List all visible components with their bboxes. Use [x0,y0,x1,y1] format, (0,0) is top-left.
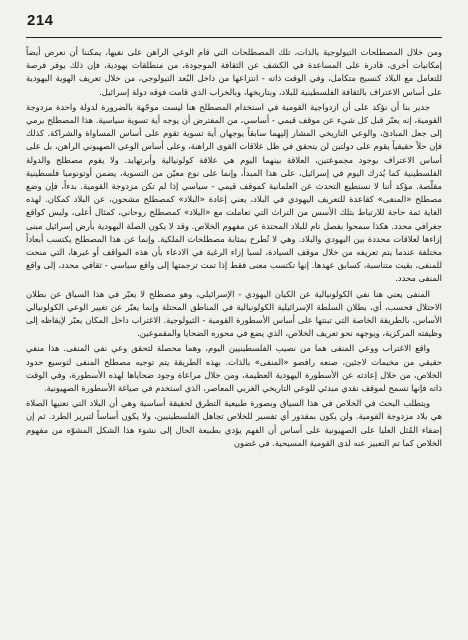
paragraph: المنفى يعني هنا نفي الكولونيالية عن الكيان اليهودي - الإسرائيلي، وهو مصطلح لا يعبّر في هذا السياق عن بطلان الاحتلال فحسب، أي، بطلان السلطة الإسرائيلية الكولونيالية في المناطق المحتلة وإنما يعبّر عن تغيير الوعي الكولونيالي الأساس، بالطريقة الخاصة التي تبنتها على أساس الأسطورة القومية - الثيولوجية. الاغتراب داخل المكان يعبّر لإيقاظه إلى وظيفته المركزية، ويوجهه نحو تعريف الخلاص، الذي يضع في محوره الضحايا والمقموعين. [26,288,442,339]
page-number: 214 [27,12,54,29]
paragraph: جدير بنا أن نؤكد على أن ازدواجية القومية في استخدام المصطلح هنا ليست موجّهة بالضرورة لدولة واحدة مزدوجة القومية، إنه يعبّر قبل كل شيء عن موقف قيمي - أساسي، من المفترض أن يوجه أية تسوية سياسية. هذا المصطلح يرمي إلى جعل المبادئ، والوعي التاريخي المشار إليهما سابقاً يوجهان أية تسوية تقوم على أساس المساواة والشراكة. كذلك فإن حلاً حقيقياً يقوم على دولتين لن يتحقق في ظل علاقات القوى الراهنة، وعلى أساس الوعي الصهيوني الراهن، بل على أساس الاعتراف بوجود مجموعتين، العلاقة بينهما اليوم هي علاقة كولونيالية وأبرتهايد. ولا يقوم مصطلح والدولة الفلسطينية كما يُدرك اليوم في إسرائيل، على هذا المبدأ، وإنما على نوع معيّن من التسوية، يضمن أوتونوميا فلسطينية مقلّصة. مؤكد أننا لا نستطيع التحدث عن العلمانية كموقف قيمي - سياسي إذا لم تكن مزدوجة القومية. بدءاً، فإن وضع مصطلح «المنفى» كقاعدة للتعريف اليهودي في البلاد، يعني إعادة «البلاد» كمصطلح مشحون، عن البلاد كمكان. لهذه الغاية ثمة حاجة للارتباط بتلك الأسس من التراث التي تعاملت مع «البلاد» كمصطلح روحاني، كمثال أعلى، وليس كواقع جغرافي محدد. هكذا سمحوا بفصل تام للبلاد المحتدة عن مفهوم الخلاص. وقد لا يكون الصلة اليهودية بأرض إسرائيل مبنى إزاءها لعلاقات محددة بين اليهودي والبلاد. وهي لا تُطرح بمثابة مصطلحات الملكية. وإنما عن هذا المصطلح يكتسب أبعاداً مختلفة عندما يتم تعريفه من خلال موقف السيادة، لسبا إزاء الرغبة في الادعاء بأن هذه المواقف أو غيرها، التي منحت للمنفى، بقيت متناسبة، كسابق عهدها. إنها تكتسب معنى فقط إذا تمت ترجمتها إلى واقع سياسي - ثقافي محدد، إلى واقع المنفى محدد. [26,101,442,284]
paragraph: ويتطلب البحث في الخلاص في هذا السياق وبصورة طبيعية التطرق لحقيقة أساسية وهي أن البلاد التي تعنيها الصلاة هي بلاد مزدوجة القومية. ولن يكون بمقدور أي تفسير للخلاص تجاهل الفلسطينيين، ولا يكون أساساً لتبرير الطرد. ثم إن إضفاء المُثل العليا على الصهيونية على أساس أن الفهم يؤدي بطبيعة الحال إلى نشوء هذا الشكل المشوّه من مفهوم الخلاص كما تم التعبير عنه لدى القومية المسيحية. في غضون [26,398,442,448]
body-text [26,46,442,452]
header-rule [26,37,442,38]
paragraph: ومن خلال المصطلحات التيولوجية بالذات، تلك المصطلحات التي قام الوعي الراهن على نفيها، يمكننا أن نعرض أيضاً إمكانيات أخرى، قادرة على المساعدة في الكشف عن الثقافة الموجودة، من منطلقات يهودية، فإن ذلك يوفر فرصة للتعامل مع البلاد كنسيج متكامل، وفي الوقت ذاته - انتزاعها من داخل البُعد التيولوجي، من خلال تعريف الهوية اليهودية على أساس الاعتراف بالثقافة الفلسطينية للبلاد، وبتاريخها، وبالخراب الذي قامت فوقه دولة إسرائيل. [26,47,442,97]
paragraph: واقع الاغتراب ووعي المنفى هما من نصيب الفلسطينيين اليوم، وهما محصلة لتحقق وعي نفي المنفى. هذا منفي حقيقي من مخيمات لاجئين، صنعه رافضو «المنفى» بالذات. بهذه الطريقة يتم توجيه مصطلح المنفى لتوسيع حدود الخلاص، من خلال إعادته عن الأسطورة اليهودية العظيمة، ومن خلال مراعاة وجود ضحاياها لهذه الأسطورة، وفي الوقت ذاته فإنها تسمح لموقف نقدي مبدئي للوعي التاريخي الغربي المعاصر، الذي استخدم في صياغة الأسطورة الصهيونية. [26,343,442,394]
